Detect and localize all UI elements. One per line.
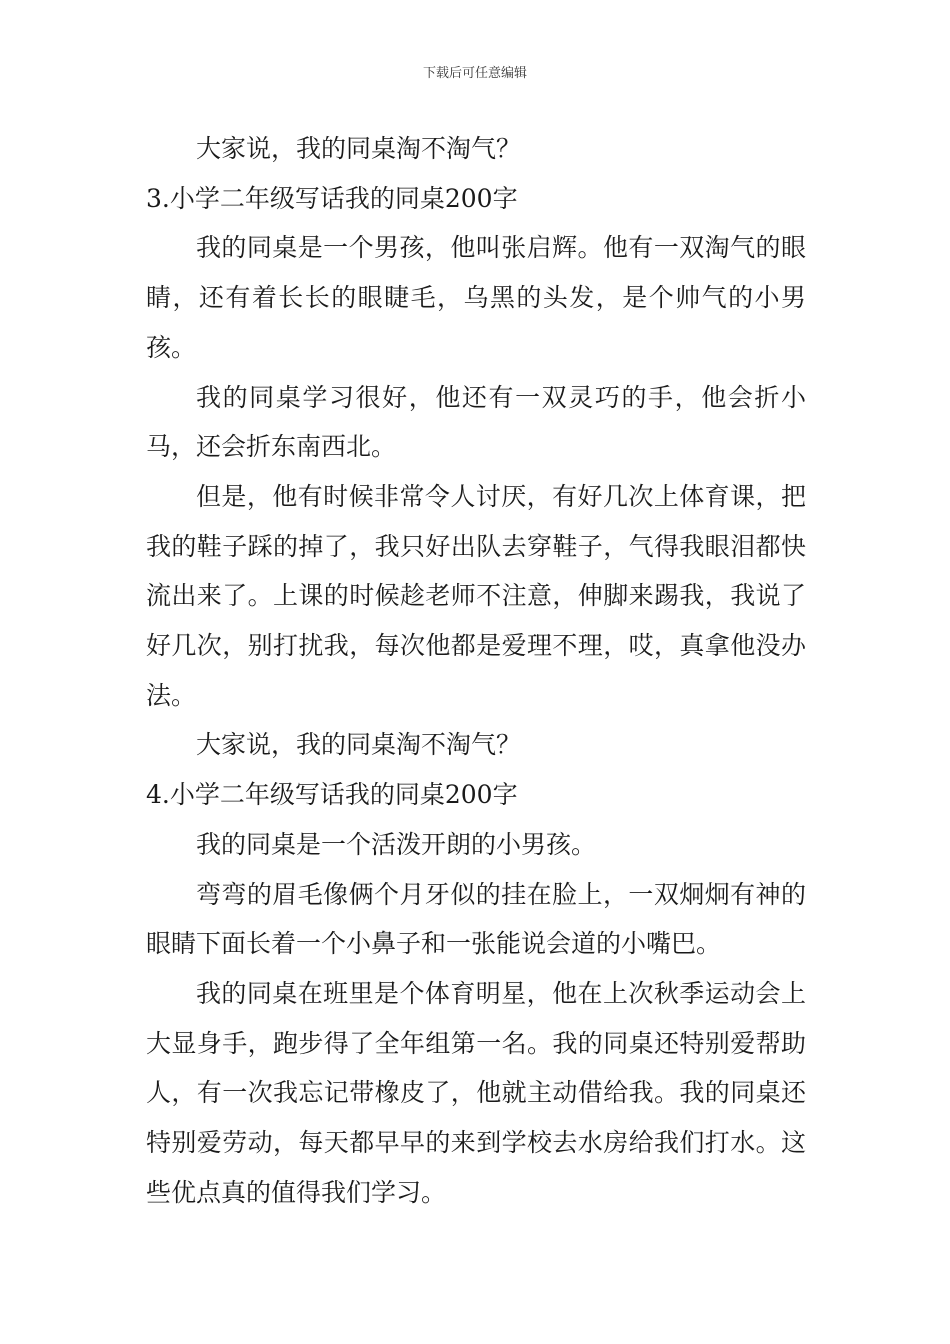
paragraph: 弯弯的眉毛像俩个月牙似的挂在脸上，一双炯炯有神的眼睛下面长着一个小鼻子和一张能说会道的小嘴巴。: [146, 879, 806, 959]
paragraph: 我的同桌是一个活泼开朗的小男孩。: [196, 829, 597, 859]
section-heading-3: 3.小学二年级写话我的同桌200字: [146, 183, 518, 213]
paragraph: 但是，他有时候非常令人讨厌，有好几次上体育课，把我的鞋子踩的掉了，我只好出队去穿鞋子，气得我眼泪都快流出来了。上课的时候趁老师不注意，伸脚来踢我，我说了好几次，别打扰我，每次他都是爱理不理，哎，真拿他没办法。: [146, 481, 806, 710]
paragraph: 我的同桌是一个男孩，他叫张启辉。他有一双淘气的眼睛，还有着长长的眼睫毛，乌黑的头发，是个帅气的小男孩。: [146, 233, 806, 362]
section-heading-4: 4.小学二年级写话我的同桌200字: [146, 780, 518, 810]
page-header: 下载后可任意编辑: [422, 66, 527, 81]
document-body: [146, 124, 806, 1217]
paragraph: 我的同桌学习很好，他还有一双灵巧的手，他会折小马，还会折东南西北。: [146, 382, 806, 462]
paragraph: 我的同桌在班里是个体育明星，他在上次秋季运动会上大显身手，跑步得了全年组第一名。我的同桌还特别爱帮助人，有一次我忘记带橡皮了，他就主动借给我。我的同桌还特别爱劳动，每天都早早的来到学校去水房给我们打水。这些优点真的值得我们学习。: [146, 978, 806, 1207]
paragraph: 大家说，我的同桌淘不淘气？: [196, 134, 522, 163]
paragraph: 大家说，我的同桌淘不淘气？: [196, 730, 522, 760]
